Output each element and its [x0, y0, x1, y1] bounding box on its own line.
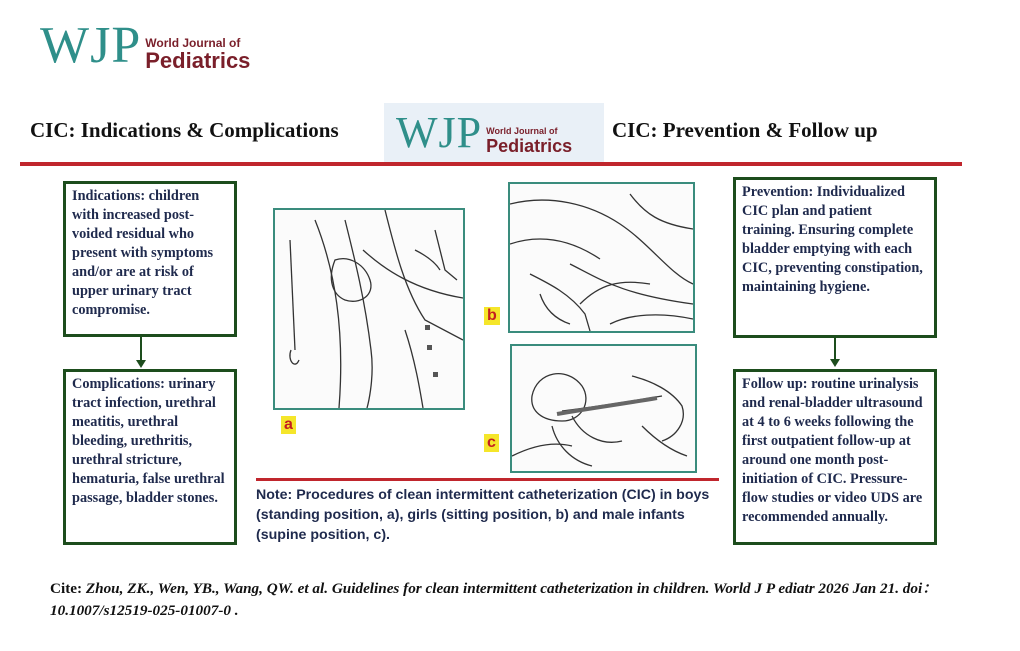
prevention-text: Prevention: Individualized CIC plan and patient training. Ensuring complete bladder emptying with each CIC, preventing constipation, maintaining hygiene. [742, 184, 923, 295]
followup-text: Follow up: routine urinalysis and renal-bladder ultrasound at 4 to 6 weeks following the first outpatient follow-up at around one month post-initiation of CIC. Pressure-flow studies or video UDS are recommended annually. [742, 376, 923, 525]
citation-text: Zhou, ZK., Wen, YB., Wang, QW. et al. Guidelines for clean intermittent catheterization in children. World J P ediatr 2026 Jan 21. doi： 10.1007/s12519-025-01007-0 . [50, 580, 938, 619]
logo-mark: WJP [40, 17, 142, 74]
citation [50, 578, 980, 622]
photo-b-sitting-girl [508, 182, 695, 333]
logo-line1: World Journal of [145, 36, 241, 50]
photo-label-b: b [484, 307, 500, 325]
journal-logo [40, 17, 251, 74]
complications-box [63, 369, 237, 545]
arrow-head-right [830, 359, 840, 367]
arrow-line-right [834, 338, 836, 360]
center-journal-logo [396, 108, 573, 157]
indications-text: Indications: children with increased post-voided residual who present with symptoms and/or are at risk of upper urinary tract compromise. [72, 188, 214, 318]
photo-label-a: a [281, 416, 296, 434]
complications-text: Complications: urinary tract infection, urethral meatitis, urethral bleeding, urethritis, urethral stricture, hematuria, false urethral passage, bladder stones. [72, 376, 225, 506]
sketch-supine-infant [512, 346, 695, 471]
heading-indications-complications: CIC: Indications & Complications [30, 118, 339, 142]
citation-prefix: Cite: [50, 580, 83, 597]
indications-box [63, 181, 237, 337]
photo-c-supine-infant [510, 344, 697, 473]
prevention-box [733, 177, 937, 338]
figure-note: Note: Procedures of clean intermittent catheterization (CIC) in boys (standing position, a), girls (sitting position, b) and male infants (supine position, c). [256, 487, 710, 543]
heading-prevention-followup: CIC: Prevention & Follow up [612, 118, 878, 142]
photo-label-c: c [484, 434, 499, 452]
center-logo-line1: World Journal of [486, 126, 558, 136]
photo-a-standing-boy [273, 208, 465, 410]
followup-box [733, 369, 937, 545]
header-divider [20, 162, 962, 166]
center-logo-mark: WJP [396, 108, 483, 157]
note-divider [256, 478, 719, 481]
arrow-line-left [140, 337, 142, 361]
logo-line2: Pediatrics [145, 48, 251, 73]
center-logo-line2: Pediatrics [486, 136, 573, 156]
sketch-sitting-girl [510, 184, 693, 331]
sketch-standing-boy [275, 210, 463, 408]
arrow-head-left [136, 360, 146, 368]
